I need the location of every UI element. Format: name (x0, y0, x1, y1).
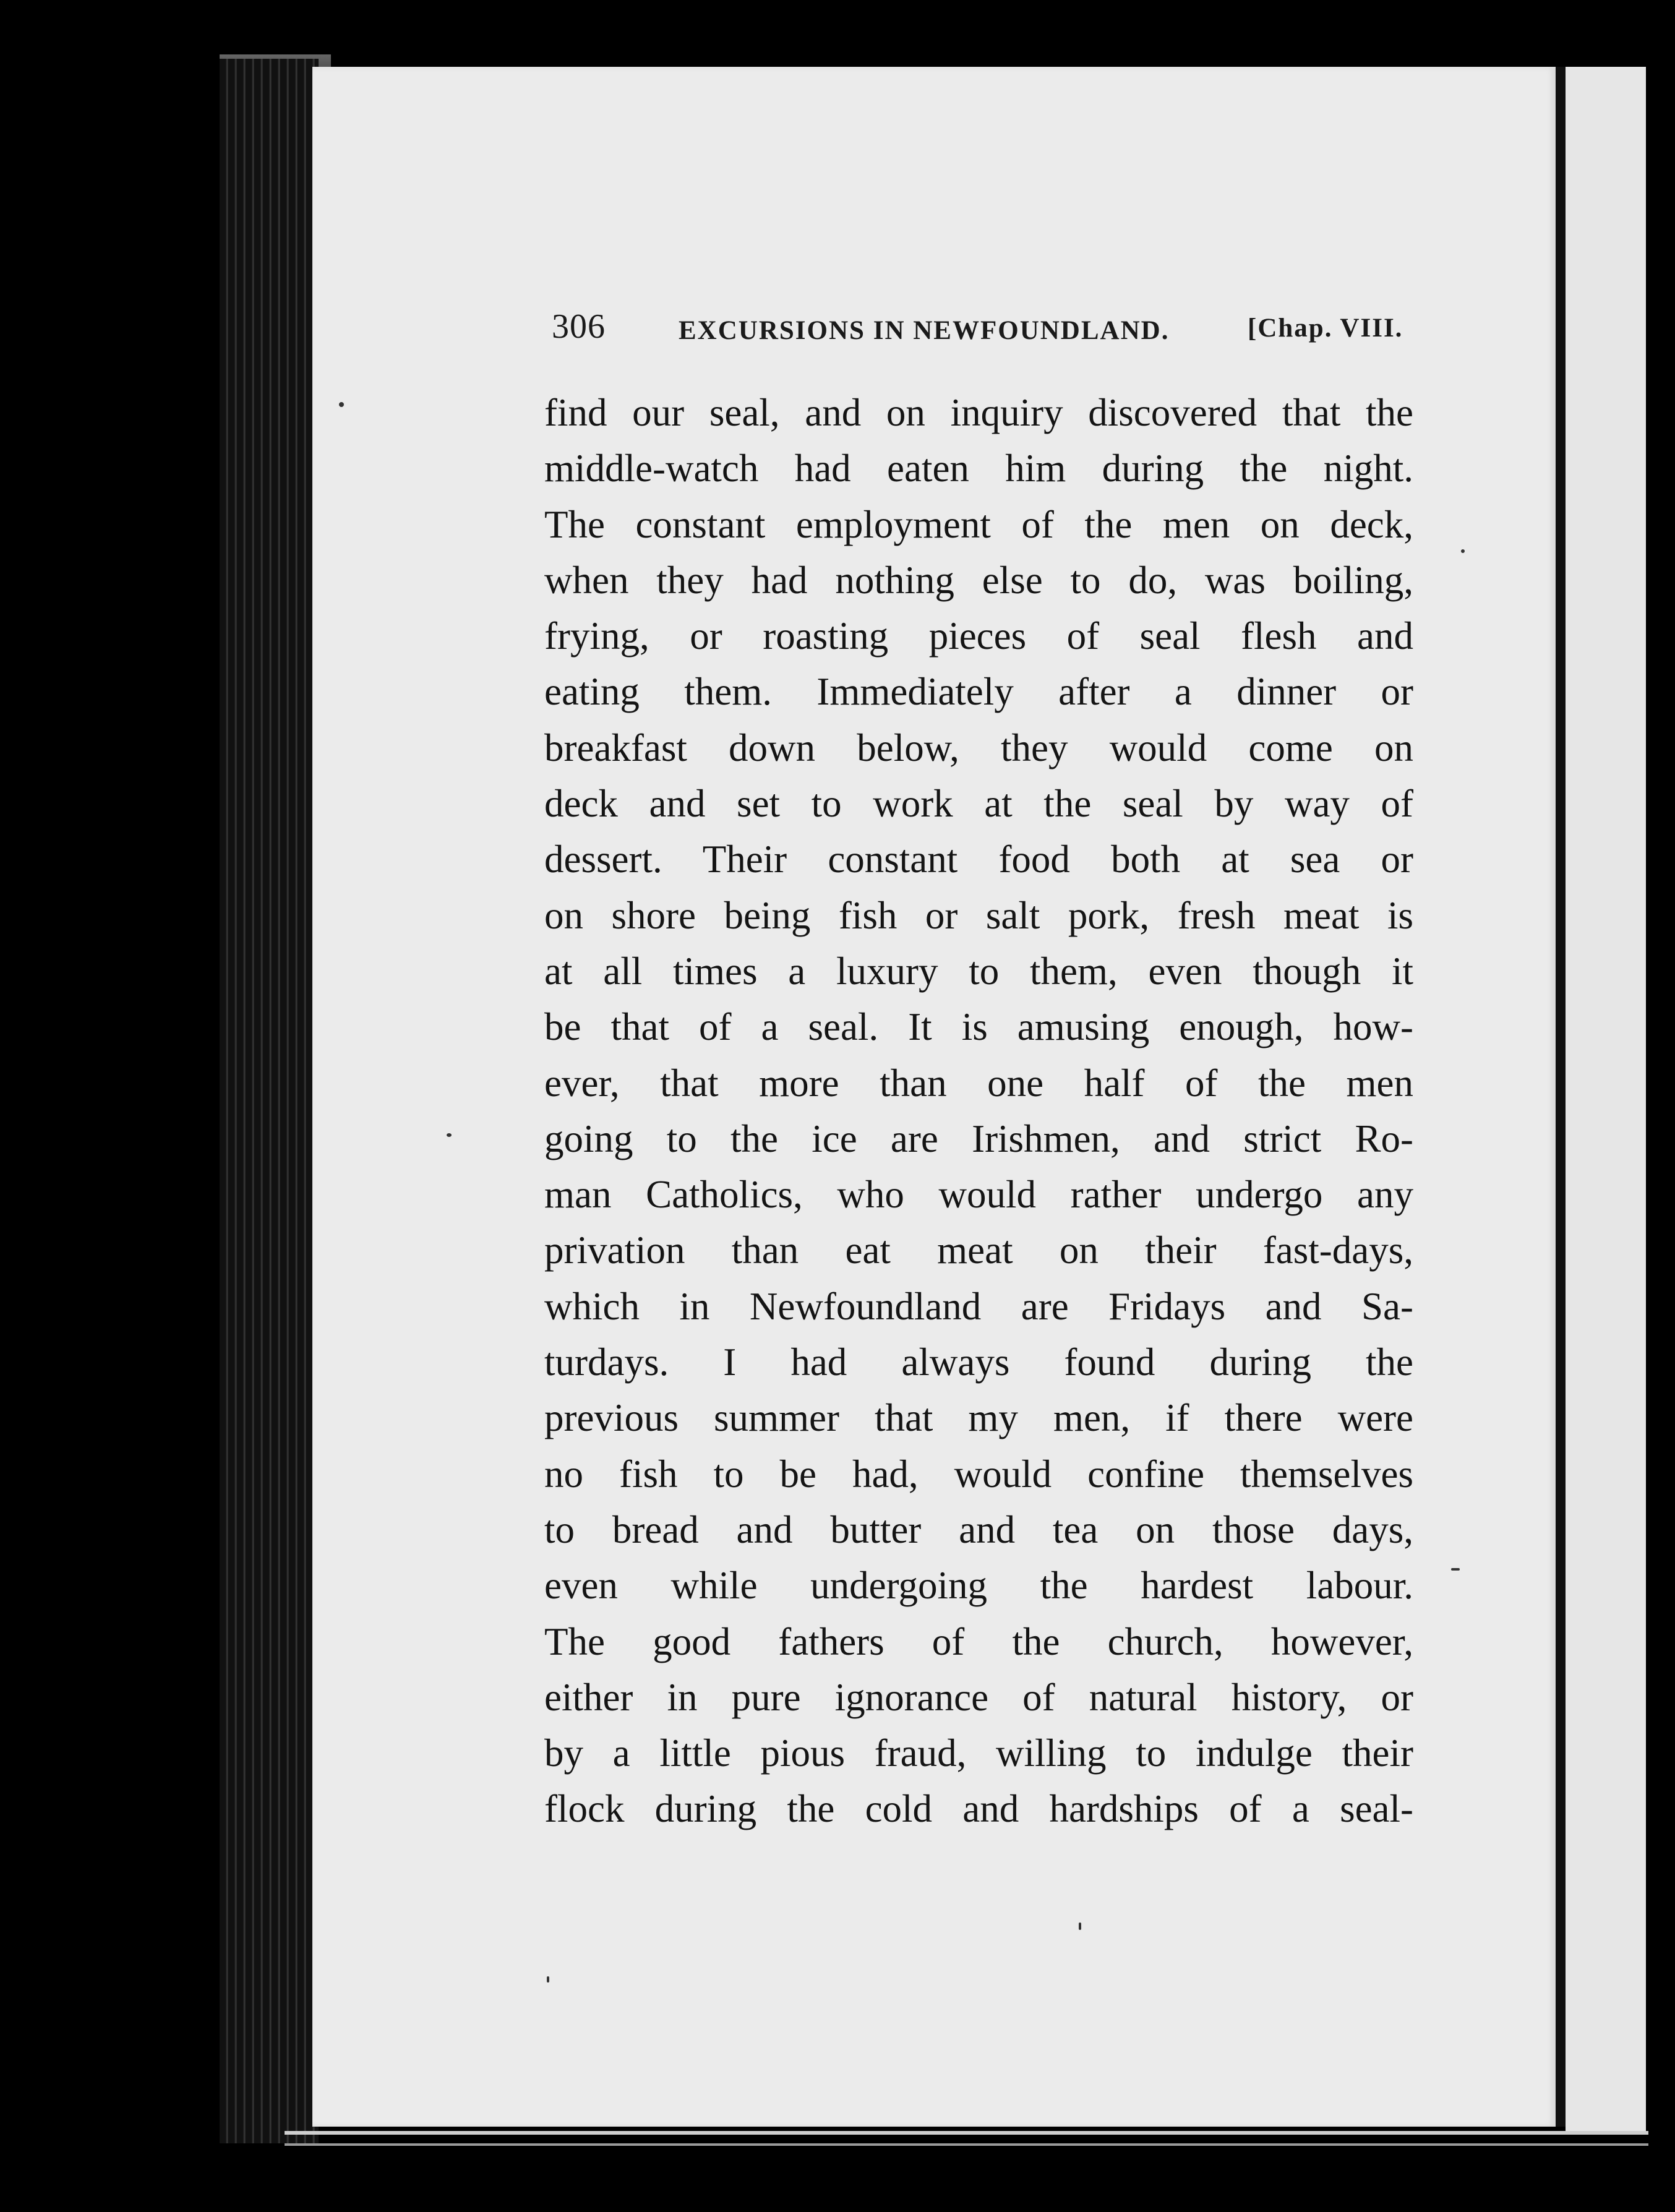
running-title: EXCURSIONS IN NEWFOUNDLAND. (679, 316, 1170, 345)
book-gutter (1556, 67, 1566, 2127)
scan-speck (1079, 1923, 1081, 1930)
text-line: no fish to be had, would confine themselves (544, 1452, 1413, 1496)
text-line: frying, or roasting pieces of seal flesh and (544, 614, 1413, 658)
text-line: middle-watch had eaten him during the night. (544, 447, 1413, 491)
text-line: when they had nothing else to do, was boiling, (544, 558, 1413, 602)
text-line: going to the ice are Irishmen, and strict Ro- (544, 1117, 1413, 1160)
text-line: The good fathers of the church, however, (544, 1619, 1413, 1663)
text-line: flock during the cold and hardships of a seal- (544, 1787, 1413, 1831)
text-line: to bread and butter and tea on those days, (544, 1507, 1413, 1551)
scan-speck (339, 402, 344, 407)
text-line: previous summer that my men, if there were (544, 1396, 1413, 1440)
body-text (544, 385, 1413, 1837)
text-line: breakfast down below, they would come on (544, 726, 1413, 769)
scan-speck (1461, 549, 1465, 553)
text-line: find our seal, and on inquiry discovered that the (544, 391, 1413, 434)
text-line: deck and set to work at the seal by way of (544, 782, 1413, 826)
text-line: at all times a luxury to them, even though it (544, 949, 1413, 993)
text-line: dessert. Their constant food both at sea or (544, 838, 1413, 881)
scan-speck (447, 1133, 452, 1137)
text-line: on shore being fish or salt pork, fresh meat is (544, 893, 1413, 937)
text-line: eating them. Immediately after a dinner or (544, 670, 1413, 714)
scan-speck (1451, 1568, 1460, 1571)
scan-speck (547, 1976, 549, 1983)
page-number: 306 (552, 307, 606, 346)
page-bottom-edge (285, 2131, 1648, 2135)
facing-page-sliver (1566, 67, 1646, 2133)
text-line: either in pure ignorance of natural history, or (544, 1675, 1413, 1719)
text-line: privation than eat meat on their fast-days, (544, 1228, 1413, 1272)
text-line: ever, that more than one half of the men (544, 1061, 1413, 1105)
text-line: man Catholics, who would rather undergo any (544, 1173, 1413, 1217)
running-head (552, 307, 1418, 350)
text-line: be that of a seal. It is amusing enough, how- (544, 1005, 1413, 1049)
page-bottom-edge-shadow (285, 2143, 1648, 2146)
text-line: turdays. I had always found during the (544, 1340, 1413, 1384)
text-line: by a little pious fraud, willing to indulge their (544, 1731, 1413, 1775)
text-line: even while undergoing the hardest labour. (544, 1564, 1413, 1608)
text-line: which in Newfoundland are Fridays and Sa- (544, 1284, 1413, 1328)
chapter-label: [Chap. VIII. (1248, 314, 1403, 343)
book-page-edges (220, 59, 319, 2143)
text-line: The constant employment of the men on deck, (544, 502, 1413, 546)
